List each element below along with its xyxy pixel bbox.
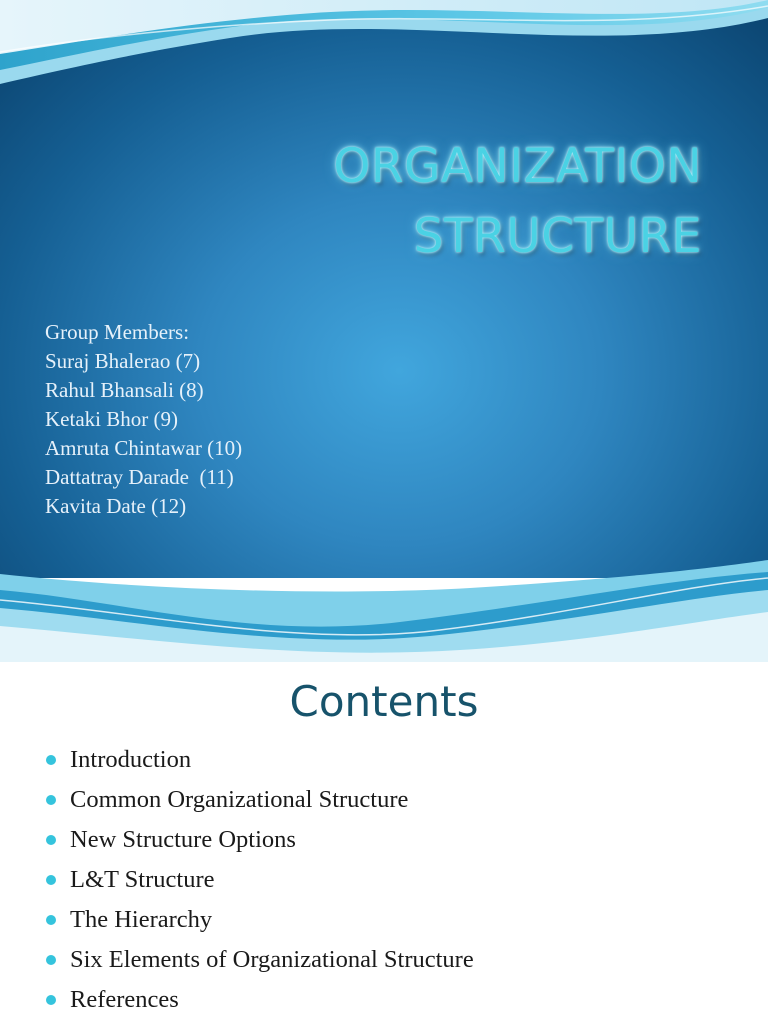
contents-slide [0,662,768,1024]
contents-item [44,900,474,940]
contents-item-label: L&T Structure [70,866,215,893]
bullet-icon [46,875,56,885]
contents-item-label: Introduction [70,746,192,773]
contents-item [44,740,474,780]
contents-item-label: Six Elements of Organizational Structure [70,946,474,973]
group-members-list [45,318,242,521]
member-name: Kavita Date (12) [45,494,187,518]
bullet-icon [46,795,56,805]
slide-title [333,132,702,272]
member-name: Suraj Bhalerao (7) [45,349,201,373]
contents-item-label: Common Organizational Structure [70,786,409,813]
contents-item [44,860,474,900]
bullet-icon [46,835,56,845]
member-name: Ketaki Bhor (9) [45,407,178,431]
contents-item [44,780,474,820]
contents-item [44,820,474,860]
bullet-icon [46,995,56,1005]
title-line-1: ORGANIZATION [333,139,702,194]
bullet-icon [46,955,56,965]
title-line-2: STRUCTURE [413,209,702,264]
contents-item-label: References [70,986,179,1013]
contents-item [44,980,474,1020]
member-name: Amruta Chintawar (10) [45,436,243,460]
contents-item-label: The Hierarchy [70,906,213,933]
contents-item-label: New Structure Options [70,826,296,853]
bullet-icon [46,755,56,765]
contents-title: Contents [289,677,479,726]
contents-item [44,940,474,980]
members-heading: Group Members: [45,320,190,344]
member-name: Rahul Bhansali (8) [45,378,204,402]
member-name: Dattatray Darade (11) [45,465,234,489]
contents-list [44,740,474,1020]
bullet-icon [46,915,56,925]
